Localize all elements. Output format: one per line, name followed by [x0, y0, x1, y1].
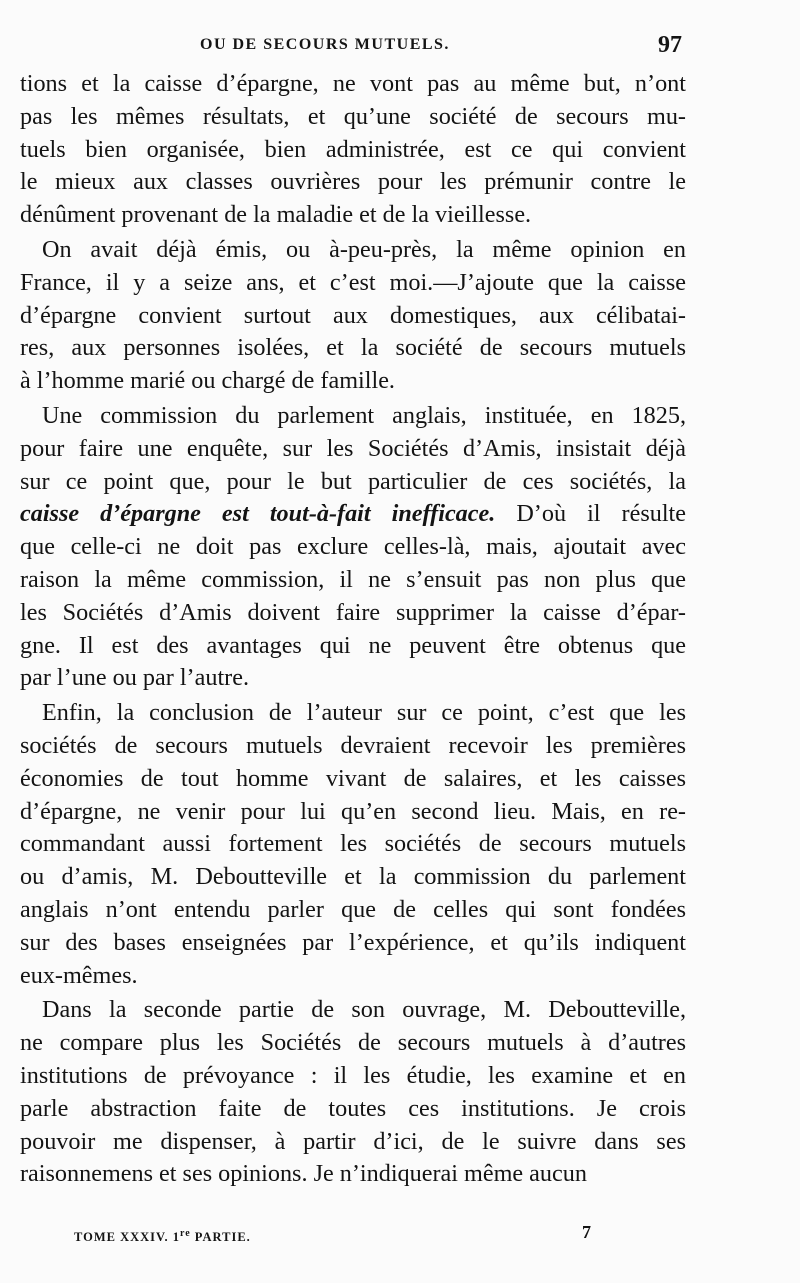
text-line: d’épargne, ne venir pour lui qu’en second lieu. Mais, en re-	[20, 797, 686, 825]
emphasized-phrase: caisse d’épargne est tout-à-fait inefficace.	[20, 500, 496, 528]
text-line: raison la même commission, il ne s’ensuit pas non plus que	[20, 565, 686, 593]
text-line: institutions de prévoyance : il les étudie, les examine et en	[20, 1061, 686, 1089]
text-line: dénûment provenant de la maladie et de la vieillesse.	[20, 201, 532, 229]
paragraph	[20, 994, 686, 1191]
text-line: sur des bases enseignées par l’expérience, et qu’ils indiquent	[20, 928, 686, 956]
text-line: le mieux aux classes ouvrières pour les prémunir contre le	[20, 168, 686, 196]
text-line: par l’une ou par l’autre.	[20, 664, 250, 692]
text-line: sociétés de secours mutuels devraient recevoir les premières	[20, 731, 686, 759]
signature-tail: PARTIE.	[190, 1230, 251, 1245]
line-continuation: D’où il résulte	[495, 500, 687, 528]
running-head	[20, 30, 692, 64]
text-line: ne compare plus les Sociétés de secours mutuels à d’autres	[20, 1029, 686, 1057]
text-line: à l’homme marié ou chargé de famille.	[20, 367, 395, 395]
page-footer	[20, 1222, 686, 1246]
page-number: 97	[658, 32, 682, 58]
text-line: pouvoir me dispenser, à partir d’ici, de le suivre dans ses	[20, 1127, 686, 1155]
running-title: OU DE SECOURS MUTUELS.	[200, 36, 450, 53]
text-line: économies de tout homme vivant de salaires, et les caisses	[20, 764, 686, 792]
text-line: pour faire une enquête, sur les Sociétés d’Amis, insistait déjà	[20, 434, 686, 462]
text-line: France, il y a seize ans, et c’est moi.—J’ajoute que la caisse	[20, 268, 686, 296]
text-line: commandant aussi fortement les sociétés de secours mutuels	[20, 830, 686, 858]
signature-mark	[74, 1228, 251, 1245]
text-line: les Sociétés d’Amis doivent faire supprimer la caisse d’épar-	[20, 598, 686, 626]
text-line: tions et la caisse d’épargne, ne vont pas au même but, n’ont	[20, 70, 686, 97]
paragraph	[20, 400, 686, 695]
text-line	[20, 498, 686, 531]
text-line: Enfin, la conclusion de l’auteur sur ce point, c’est que les	[42, 699, 686, 727]
text-line: d’épargne convient surtout aux domestiques, aux célibatai-	[20, 301, 686, 329]
text-line: pas les mêmes résultats, et qu’une société de secours mu-	[20, 102, 686, 130]
paragraph	[20, 697, 686, 992]
text-line: tuels bien organisée, bien administrée, est ce qui convient	[20, 135, 686, 163]
text-line: res, aux personnes isolées, et la société de secours mutuels	[20, 334, 686, 362]
signature-superscript: re	[179, 1228, 191, 1239]
sheet-number: 7	[582, 1222, 591, 1242]
text-line: anglais n’ont entendu parler que de celles qui sont fondées	[20, 895, 686, 923]
text-line: On avait déjà émis, ou à-peu-près, la même opinion en	[42, 235, 686, 263]
text-line: Dans la seconde partie de son ouvrage, M. Deboutteville,	[42, 996, 686, 1024]
signature-main: TOME XXXIV. 1	[74, 1230, 180, 1245]
paragraph	[20, 68, 686, 232]
text-line: sur ce point que, pour le but particulier de ces sociétés, la	[20, 467, 686, 495]
text-line: eux-mêmes.	[20, 961, 138, 989]
text-line: raisonnemens et ses opinions. Je n’indiquerai même aucun	[20, 1160, 587, 1188]
text-line: que celle-ci ne doit pas exclure celles-là, mais, ajoutait avec	[20, 533, 686, 561]
text-line: ou d’amis, M. Deboutteville et la commission du parlement	[20, 863, 686, 891]
text-line: gne. Il est des avantages qui ne peuvent être obtenus que	[20, 631, 686, 659]
text-line: parle abstraction faite de toutes ces institutions. Je crois	[20, 1094, 686, 1122]
paragraph	[20, 234, 686, 398]
text-line: Une commission du parlement anglais, instituée, en 1825,	[42, 401, 686, 429]
body-text	[20, 68, 686, 1191]
